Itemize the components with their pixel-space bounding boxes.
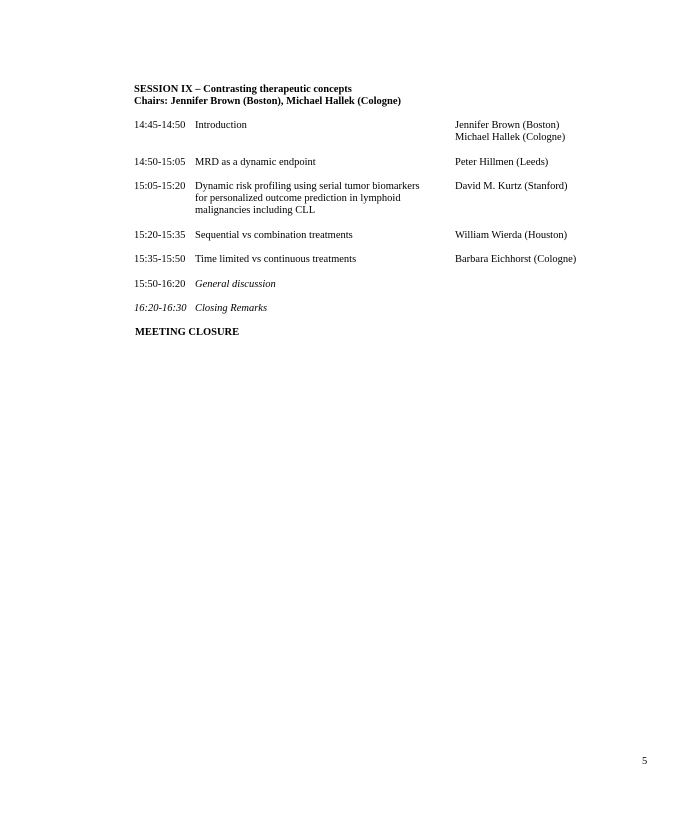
agenda-speakers <box>455 254 615 266</box>
agenda-title <box>195 230 435 242</box>
agenda-speaker: Peter Hillmen (Leeds) <box>455 157 549 168</box>
agenda-speaker: Barbara Eichhorst (Cologne) <box>455 254 577 265</box>
agenda-title-line: for personalized outcome prediction in lymphoid <box>195 193 401 204</box>
agenda-time: 16:20-16:30 <box>134 303 187 314</box>
agenda-title <box>195 303 435 315</box>
agenda-speakers <box>455 157 615 169</box>
agenda-speakers <box>455 181 615 193</box>
agenda-title <box>195 181 435 217</box>
agenda-title-line: malignancies including CLL <box>195 205 316 216</box>
agenda-title-line: Closing Remarks <box>195 303 268 314</box>
agenda-speaker: David M. Kurtz (Stanford) <box>455 181 568 192</box>
agenda-time: 15:50-16:20 <box>134 279 186 290</box>
agenda-time: 15:20-15:35 <box>134 230 186 241</box>
session-header <box>134 84 401 108</box>
agenda-title <box>195 254 435 266</box>
agenda-title <box>195 279 435 291</box>
agenda-title-line: Introduction <box>195 120 247 131</box>
agenda-time: 15:05-15:20 <box>134 181 186 192</box>
agenda-title-line: Dynamic risk profiling using serial tumor biomarkers <box>195 181 420 192</box>
agenda-time: 14:45-14:50 <box>134 120 186 131</box>
agenda-speakers <box>455 120 615 144</box>
agenda-title <box>195 120 435 132</box>
agenda-time: 14:50-15:05 <box>134 157 186 168</box>
agenda-title-line: MRD as a dynamic endpoint <box>195 157 316 168</box>
agenda-title-line: General discussion <box>195 279 276 290</box>
page-number: 5 <box>642 756 648 767</box>
meeting-closure: MEETING CLOSURE <box>135 327 240 338</box>
agenda-title-line: Sequential vs combination treatments <box>195 230 353 241</box>
agenda-speakers <box>455 230 615 242</box>
agenda-speaker: Jennifer Brown (Boston) <box>455 120 560 131</box>
agenda-speaker: William Wierda (Houston) <box>455 230 568 241</box>
session-chairs: Chairs: Jennifer Brown (Boston), Michael Hallek (Cologne) <box>134 96 402 107</box>
agenda-speaker: Michael Hallek (Cologne) <box>455 132 566 143</box>
session-title: SESSION IX – Contrasting therapeutic concepts <box>134 84 352 95</box>
agenda-title <box>195 157 435 169</box>
agenda-time: 15:35-15:50 <box>134 254 186 265</box>
agenda-title-line: Time limited vs continuous treatments <box>195 254 357 265</box>
